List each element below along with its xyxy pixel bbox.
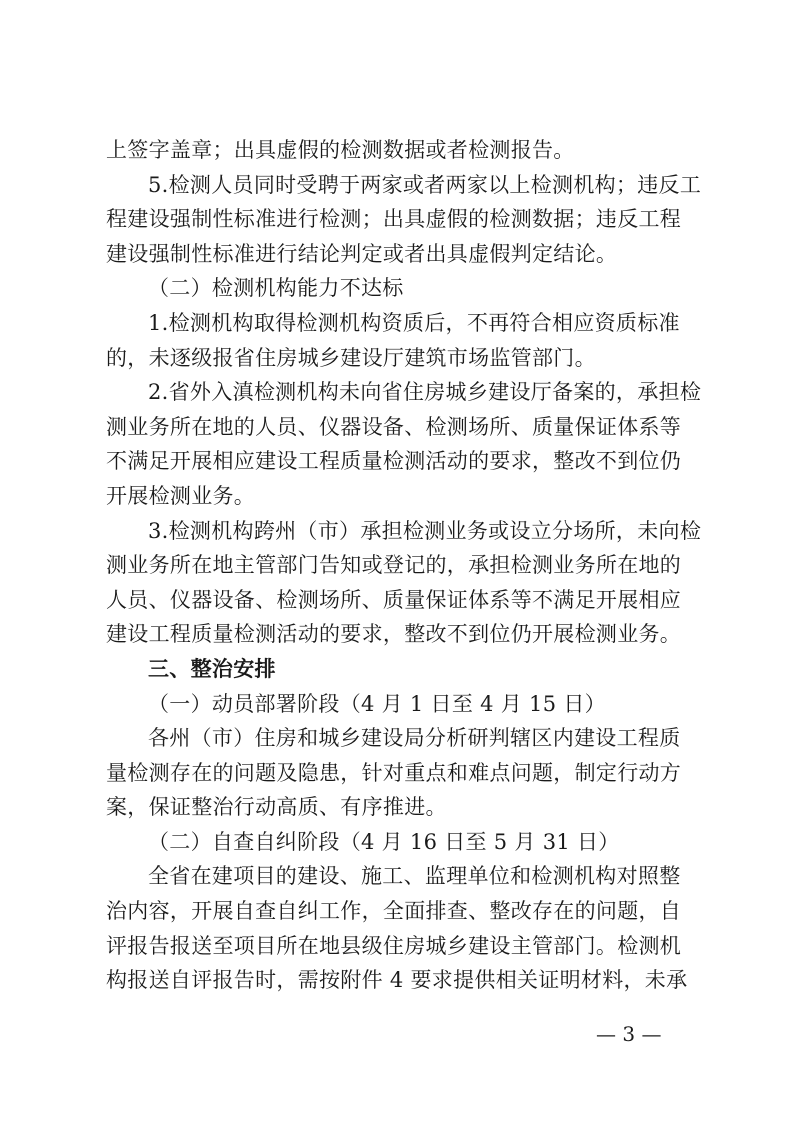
document-body — [106, 133, 702, 998]
text-line: 全省在建项目的建设、施工、监理单位和检测机构对照整 — [148, 864, 681, 889]
text-line: 构报送自评报告时，需按附件 4 要求提供相关证明材料，未承 — [106, 968, 688, 993]
text-line: 不满足开展相应建设工程质量检测活动的要求，整改不到位仍 — [106, 449, 682, 474]
text-line: 治内容，开展自查自纠工作，全面排查、整改存在的问题，自 — [106, 899, 682, 924]
subheading: （二）自查自纠阶段（4 月 16 日至 5 月 31 日） — [148, 829, 620, 854]
text-line: 量检测存在的问题及隐患，针对重点和难点问题，制定行动方 — [106, 760, 682, 785]
text-line: 程建设强制性标准进行检测；出具虚假的检测数据；违反工程 — [106, 207, 682, 232]
text-line: 1.检测机构取得检测机构资质后，不再符合相应资质标准 — [148, 310, 680, 335]
text-line: 3.检测机构跨州（市）承担检测业务或设立分场所，未向检 — [148, 518, 702, 543]
text-line: 测业务所在地主管部门告知或登记的，承担检测业务所在地的 — [106, 553, 682, 578]
text-line: 建设强制性标准进行结论判定或者出具虚假判定结论。 — [106, 241, 618, 266]
subheading: （二）检测机构能力不达标 — [148, 276, 404, 301]
text-line: 建设工程质量检测活动的要求，整改不到位仍开展检测业务。 — [106, 622, 682, 647]
text-line: 评报告报送至项目所在地县级住房城乡建设主管部门。检测机 — [106, 933, 682, 958]
text-line: 2.省外入滇检测机构未向省住房城乡建设厅备案的，承担检 — [148, 380, 702, 405]
text-line: 开展检测业务。 — [106, 483, 256, 508]
text-line: 案，保证整治行动高质、有序推进。 — [106, 795, 447, 820]
text-line: 各州（市）住房和城乡建设局分析研判辖区内建设工程质 — [148, 726, 681, 751]
text-line: 测业务所在地的人员、仪器设备、检测场所、质量保证体系等 — [106, 414, 682, 439]
page-number: — 3 — — [596, 1022, 662, 1046]
text-line: 上签字盖章；出具虚假的检测数据或者检测报告。 — [106, 138, 575, 162]
text-line: 人员、仪器设备、检测场所、质量保证体系等不满足开展相应 — [106, 587, 682, 612]
subheading: （一）动员部署阶段（4 月 1 日至 4 月 15 日） — [148, 691, 606, 716]
text-line: 的，未逐级报省住房城乡建设厅建筑市场监管部门。 — [106, 345, 596, 370]
text-line: 5.检测人员同时受聘于两家或者两家以上检测机构；违反工 — [148, 172, 702, 197]
section-heading: 三、整治安排 — [148, 656, 276, 681]
